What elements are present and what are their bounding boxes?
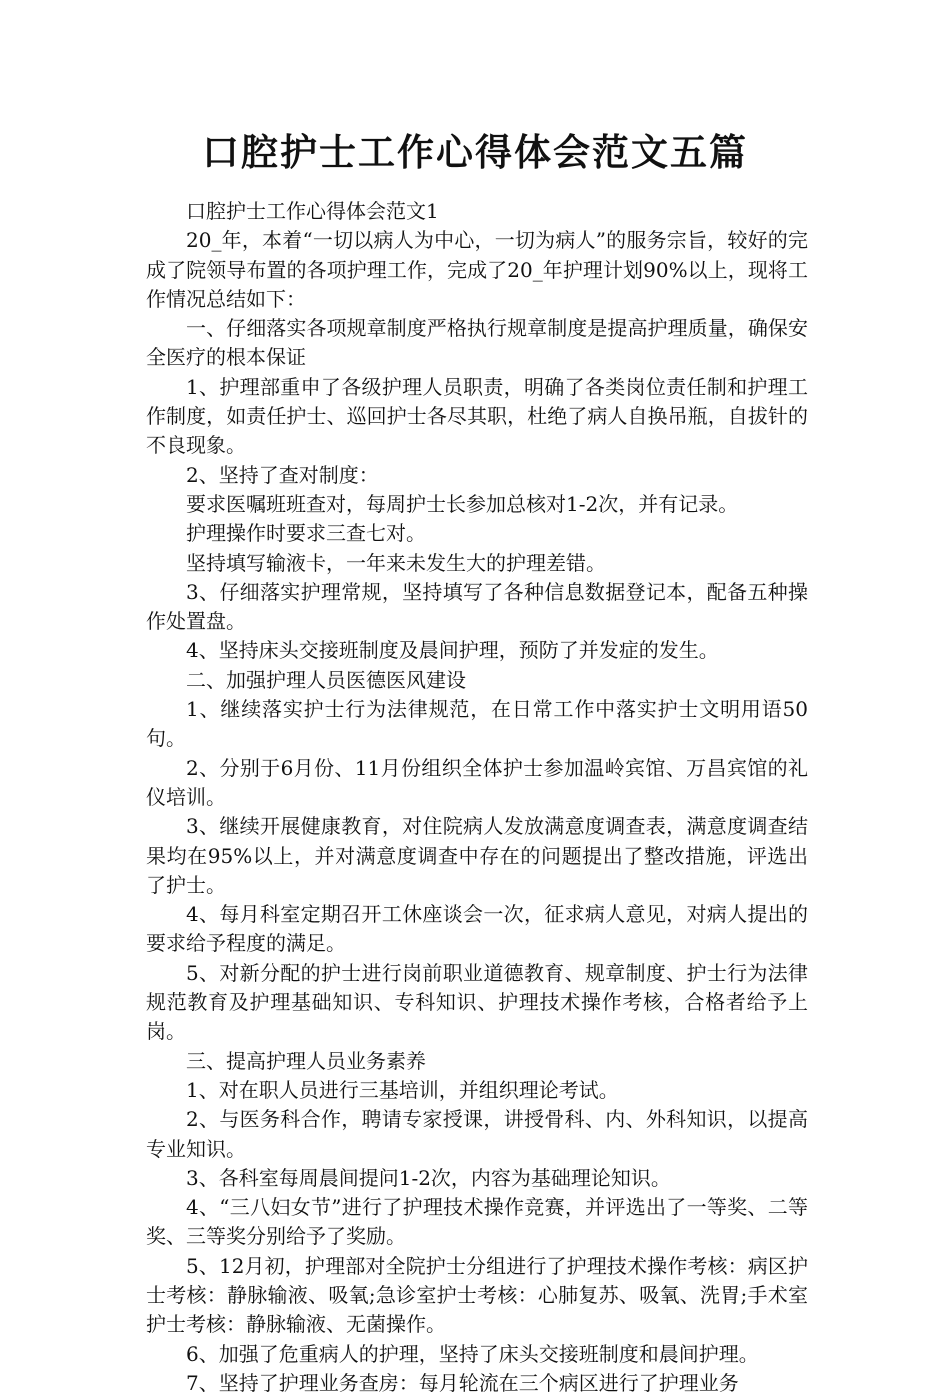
- paragraph: 1、对在职人员进行三基培训，并组织理论考试。: [186, 1077, 619, 1102]
- paragraph: 1、护理部重申了各级护理人员职责，明确了各类岗位责任制和护理工作制度，如责任护士、巡回护士各尽其职，杜绝了病人自换吊瓶，自拔针的不良现象。: [146, 374, 808, 458]
- paragraph: 2、与医务科合作，聘请专家授课，讲授骨科、内、外科知识，以提高专业知识。: [146, 1107, 808, 1161]
- paragraph: 一、仔细落实各项规章制度严格执行规章制度是提高护理质量，确保安全医疗的根本保证: [146, 316, 808, 370]
- paragraph: 3、仔细落实护理常规，坚持填写了各种信息数据登记本，配备五种操作处置盘。: [146, 579, 808, 634]
- paragraph: 5、12月初，护理部对全院护士分组进行了护理技术操作考核：病区护士考核：静脉输液、吸氧;急诊室护士考核：心肺复苏、吸氧、洗胃;手术室护士考核：静脉输液、无菌操作。: [146, 1253, 808, 1337]
- paragraph: 5、对新分配的护士进行岗前职业道德教育、规章制度、护士行为法律规范教育及护理基础知识、专科知识、护理技术操作考核，合格者给予上岗。: [146, 960, 808, 1044]
- paragraph: 口腔护士工作心得体会范文1: [186, 199, 439, 223]
- paragraph: 要求医嘱班班查对，每周护士长参加总核对1-2次，并有记录。: [186, 491, 739, 516]
- paragraph: 坚持填写输液卡，一年来未发生大的护理差错。: [186, 550, 606, 575]
- paragraph: 6、加强了危重病人的护理，坚持了床头交接班制度和晨间护理。: [186, 1341, 759, 1366]
- paragraph: 护理操作时要求三查七对。: [186, 521, 426, 546]
- paragraph: 2、坚持了查对制度：: [186, 462, 379, 487]
- paragraph: 三、提高护理人员业务素养: [186, 1048, 426, 1073]
- paragraph: 7、坚持了护理业务查房：每月轮流在三个病区进行了护理业务: [186, 1370, 739, 1395]
- paragraph: 二、加强护理人员医德医风建设: [186, 667, 466, 692]
- paragraph: 3、各科室每周晨间提问1-2次，内容为基础理论知识。: [186, 1165, 671, 1190]
- paragraph: 4、坚持床头交接班制度及晨间护理，预防了并发症的发生。: [186, 638, 719, 663]
- paragraph: 2、分别于6月份、11月份组织全体护士参加温岭宾馆、万昌宾馆的礼仪培训。: [146, 755, 808, 809]
- paragraph: 3、继续开展健康教育，对住院病人发放满意度调查表，满意度调查结果均在95%以上，并对满意度调查中存在的问题提出了整改措施，评选出了护士。: [146, 814, 808, 897]
- paragraph: 4、每月科室定期召开工休座谈会一次，征求病人意见，对病人提出的要求给予程度的满足。: [146, 902, 808, 956]
- paragraph: 4、“三八妇女节”进行了护理技术操作竞赛，并评选出了一等奖、二等奖、三等奖分别给予了奖励。: [146, 1195, 808, 1249]
- document-body: [146, 197, 808, 1398]
- document-title: 口腔护士工作心得体会范文五篇: [202, 131, 748, 174]
- paragraph: 1、继续落实护士行为法律规范，在日常工作中落实护士文明用语50句。: [146, 697, 808, 751]
- paragraph: 20_年，本着“一切以病人为中心，一切为病人”的服务宗旨，较好的完成了院领导布置的各项护理工作，完成了20_年护理计划90%以上，现将工作情况总结如下：: [146, 228, 808, 311]
